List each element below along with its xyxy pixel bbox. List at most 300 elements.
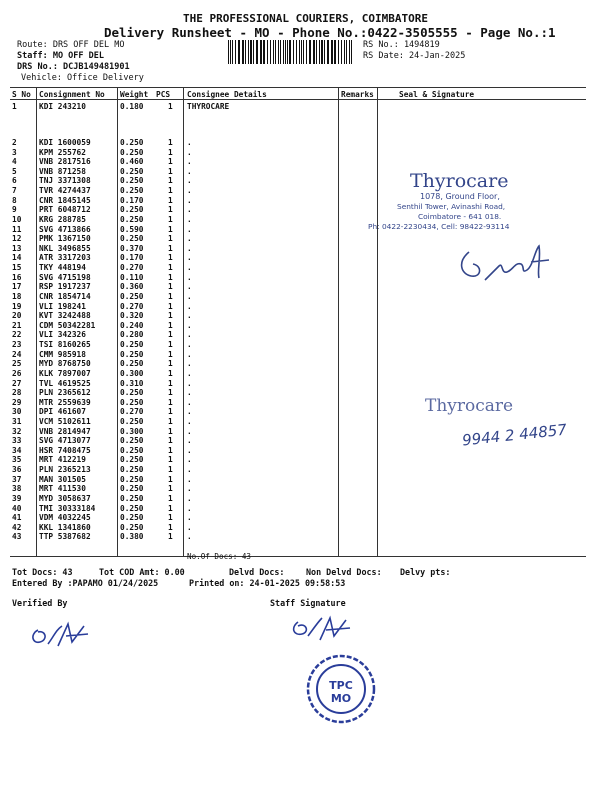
cell-wt: 0.250 (120, 359, 144, 369)
cell-con: . (187, 234, 192, 244)
cell-wt: 0.170 (120, 195, 144, 205)
cell-pcs: 1 (168, 263, 173, 273)
cell-sno: 39 (12, 493, 22, 503)
cell-con: . (187, 320, 192, 330)
cell-cno: CNR 1845145 (39, 195, 91, 205)
cell-con: . (187, 378, 192, 388)
cell-cno: VNB 2814947 (39, 426, 91, 436)
cell-con: . (187, 532, 192, 542)
table-row (10, 292, 340, 302)
cell-con: . (187, 166, 192, 176)
cell-wt: 0.240 (120, 320, 144, 330)
cell-con: . (187, 157, 192, 167)
verified-by-label: Verified By (12, 598, 68, 608)
cell-wt: 0.250 (120, 445, 144, 455)
cell-wt: 0.180 (120, 102, 144, 111)
cell-con: . (187, 397, 192, 407)
cell-cno: TVR 4274437 (39, 186, 91, 196)
stamp-address-line: 1078, Ground Floor, (420, 192, 500, 201)
cell-sno: 33 (12, 436, 22, 446)
cell-wt: 0.250 (120, 205, 144, 215)
cell-wt: 0.370 (120, 243, 144, 253)
cell-con: . (187, 455, 192, 465)
stamp-phone-line: Ph: 0422-2230434, Cell: 98422-93114 (368, 222, 510, 231)
cell-pcs: 1 (168, 243, 173, 253)
cell-wt: 0.250 (120, 234, 144, 244)
table-row (10, 176, 340, 186)
col-header-consignment: Consignment No (39, 90, 105, 99)
cell-pcs: 1 (168, 513, 173, 523)
col-header-remarks: Remarks (341, 90, 374, 99)
cell-cno: MAN 301505 (39, 474, 86, 484)
cell-cno: TTP 5387682 (39, 532, 91, 542)
rs-date: RS Date: 24-Jan-2025 (363, 51, 466, 61)
cell-pcs: 1 (168, 102, 173, 111)
cell-sno: 30 (12, 407, 22, 417)
cell-cno: VLI 198241 (39, 301, 86, 311)
cell-pcs: 1 (168, 493, 173, 503)
cell-sno: 18 (12, 291, 22, 301)
table-row (10, 369, 340, 379)
cell-pcs: 1 (168, 465, 173, 475)
table-row (10, 513, 340, 523)
cell-pcs: 1 (168, 224, 173, 234)
table-row (10, 102, 340, 112)
cell-pcs: 1 (168, 311, 173, 321)
cell-sno: 37 (12, 474, 22, 484)
table-row (10, 446, 340, 456)
cell-cno: VCM 5102611 (39, 416, 91, 426)
cell-cno: KRG 288785 (39, 214, 86, 224)
cell-sno: 43 (12, 532, 22, 542)
handwritten-phone: 9944 2 44857 (461, 420, 568, 450)
col-divider (377, 88, 378, 556)
cell-cno: TMI 30333184 (39, 503, 96, 513)
cell-cno: PLN 2365612 (39, 388, 91, 398)
cell-pcs: 1 (168, 138, 173, 147)
table-row (10, 532, 340, 542)
cell-sno: 34 (12, 445, 22, 455)
cell-wt: 0.250 (120, 388, 144, 398)
cell-sno: 8 (12, 195, 17, 205)
cell-sno: 28 (12, 388, 22, 398)
svg-text:MO: MO (330, 692, 352, 705)
cell-con: . (187, 416, 192, 426)
staff-label: Staff: MO OFF DEL (17, 51, 104, 61)
cell-wt: 0.250 (120, 522, 144, 532)
cell-wt: 0.460 (120, 157, 144, 167)
cell-pcs: 1 (168, 503, 173, 513)
table-row (10, 330, 340, 340)
col-header-weight: Weight (120, 90, 149, 99)
cell-con: . (187, 205, 192, 215)
table-row (10, 157, 340, 167)
cell-pcs: 1 (168, 359, 173, 369)
cell-con: . (187, 407, 192, 417)
cell-con: . (187, 263, 192, 273)
cell-wt: 0.270 (120, 407, 144, 417)
cell-wt: 0.250 (120, 474, 144, 484)
cell-wt: 0.250 (120, 138, 144, 147)
table-row (10, 186, 340, 196)
cell-pcs: 1 (168, 330, 173, 340)
cell-con: . (187, 330, 192, 340)
cell-wt: 0.250 (120, 436, 144, 446)
table-row (10, 138, 340, 148)
cell-con: . (187, 311, 192, 321)
table-row (10, 225, 340, 235)
staff-signature (290, 610, 360, 646)
cell-con: . (187, 340, 192, 350)
cell-sno: 5 (12, 166, 17, 176)
cell-pcs: 1 (168, 388, 173, 398)
cell-pcs: 1 (168, 436, 173, 446)
cell-con: . (187, 186, 192, 196)
vehicle-label: Vehicle: Office Delivery (21, 73, 144, 83)
tot-cod-amt: Tot COD Amt: 0.00 (99, 567, 185, 577)
cell-cno: VNB 871258 (39, 166, 86, 176)
cell-pcs: 1 (168, 474, 173, 484)
cell-con: . (187, 282, 192, 292)
cell-con: . (187, 291, 192, 301)
cell-wt: 0.250 (120, 214, 144, 224)
cell-cno: MYD 8768750 (39, 359, 91, 369)
printed-on: Printed on: 24-01-2025 09:58:53 (189, 578, 346, 588)
cell-pcs: 1 (168, 272, 173, 282)
cell-wt: 0.380 (120, 532, 144, 542)
cell-cno: KDI 1600059 (39, 138, 91, 147)
cell-cno: SVG 4715198 (39, 272, 91, 282)
table-row (10, 475, 340, 485)
cell-cno: TSI 8160265 (39, 340, 91, 350)
cell-pcs: 1 (168, 368, 173, 378)
table-row (10, 484, 340, 494)
cell-cno: MRT 412219 (39, 455, 86, 465)
cell-wt: 0.250 (120, 397, 144, 407)
cell-wt: 0.250 (120, 176, 144, 186)
cell-pcs: 1 (168, 349, 173, 359)
cell-sno: 29 (12, 397, 22, 407)
cell-cno: VDM 4032245 (39, 513, 91, 523)
cell-pcs: 1 (168, 301, 173, 311)
svg-text:TPC: TPC (329, 679, 353, 692)
cell-sno: 26 (12, 368, 22, 378)
cell-wt: 0.250 (120, 513, 144, 523)
table-row (10, 494, 340, 504)
cell-pcs: 1 (168, 320, 173, 330)
cell-sno: 9 (12, 205, 17, 215)
table-row (10, 388, 340, 398)
table-row (10, 244, 340, 254)
cell-wt: 0.320 (120, 311, 144, 321)
cell-sno: 41 (12, 513, 22, 523)
cell-cno: CMM 985918 (39, 349, 86, 359)
cell-pcs: 1 (168, 157, 173, 167)
table-row (10, 148, 340, 158)
cell-sno: 22 (12, 330, 22, 340)
table-row (10, 253, 340, 263)
table-row (10, 167, 340, 177)
cell-sno: 17 (12, 282, 22, 292)
table-row (10, 379, 340, 389)
cell-con: . (187, 522, 192, 532)
cell-wt: 0.360 (120, 282, 144, 292)
cell-wt: 0.250 (120, 349, 144, 359)
table-row (10, 263, 340, 273)
drs-number: DRS No.: DCJB149481901 (17, 62, 130, 72)
cell-con: . (187, 176, 192, 186)
cell-wt: 0.170 (120, 253, 144, 263)
cell-pcs: 1 (168, 282, 173, 292)
table-row (10, 196, 340, 206)
cell-con: . (187, 465, 192, 475)
cell-sno: 4 (12, 157, 17, 167)
cell-con: . (187, 388, 192, 398)
cell-wt: 0.300 (120, 368, 144, 378)
cell-pcs: 1 (168, 445, 173, 455)
cell-con: . (187, 243, 192, 253)
thyrocare-stamp-logo-faded: Thyrocare (425, 396, 514, 416)
cell-wt: 0.250 (120, 416, 144, 426)
stamp-address-line: Senthil Tower, Avinashi Road, (397, 202, 506, 211)
delvy-pts: Delvy pts: (400, 567, 451, 577)
cell-con: . (187, 224, 192, 234)
cell-sno: 1 (12, 102, 17, 111)
col-header-pcs: PCS (156, 90, 171, 99)
cell-con: THYROCARE (187, 102, 230, 111)
cell-sno: 14 (12, 253, 22, 263)
cell-con: . (187, 138, 192, 147)
cell-sno: 10 (12, 214, 22, 224)
cell-cno: KPM 255762 (39, 147, 86, 157)
cell-wt: 0.250 (120, 186, 144, 196)
cell-cno: RSP 1917237 (39, 282, 91, 292)
runsheet-title: Delivery Runsheet - MO - Phone No.:0422-3505555 - Page No.:1 (104, 25, 556, 40)
cell-con: . (187, 253, 192, 263)
handwritten-signature (455, 240, 565, 290)
cell-cno: KVT 3242488 (39, 311, 91, 321)
table-row (10, 340, 340, 350)
cell-cno: CNR 1854714 (39, 291, 91, 301)
cell-cno: PMK 1367150 (39, 234, 91, 244)
tpc-mo-seal (304, 652, 378, 726)
cell-sno: 3 (12, 147, 17, 157)
cell-con: . (187, 349, 192, 359)
table-row (10, 504, 340, 514)
cell-sno: 7 (12, 186, 17, 196)
table-row (10, 321, 340, 331)
cell-con: . (187, 147, 192, 157)
cell-wt: 0.270 (120, 301, 144, 311)
cell-cno: SVG 4713077 (39, 436, 91, 446)
non-delvd-docs: Non Delvd Docs: (306, 567, 382, 577)
cell-wt: 0.250 (120, 147, 144, 157)
cell-cno: MYD 3058637 (39, 493, 91, 503)
cell-cno: KDI 243210 (39, 102, 86, 111)
rs-number: RS No.: 1494819 (363, 40, 440, 50)
cell-pcs: 1 (168, 214, 173, 224)
table-row (10, 465, 340, 475)
cell-con: . (187, 195, 192, 205)
cell-pcs: 1 (168, 455, 173, 465)
barcode (228, 40, 356, 66)
col-header-seal: Seal & Signature (399, 90, 475, 99)
cell-pcs: 1 (168, 484, 173, 494)
cell-sno: 42 (12, 522, 22, 532)
cell-con: . (187, 214, 192, 224)
cell-pcs: 1 (168, 426, 173, 436)
cell-wt: 0.250 (120, 291, 144, 301)
cell-wt: 0.250 (120, 166, 144, 176)
stamp-address-line: Coimbatore - 641 018. (418, 212, 502, 221)
tot-docs: Tot Docs: 43 (12, 567, 73, 577)
staff-signature-label: Staff Signature (270, 598, 346, 608)
cell-pcs: 1 (168, 340, 173, 350)
cell-sno: 16 (12, 272, 22, 282)
cell-pcs: 1 (168, 253, 173, 263)
cell-con: . (187, 503, 192, 513)
table-row (10, 427, 340, 437)
table-row (10, 359, 340, 369)
cell-sno: 20 (12, 311, 22, 321)
cell-pcs: 1 (168, 291, 173, 301)
table-row (10, 302, 340, 312)
table-row (10, 311, 340, 321)
table-row (10, 205, 340, 215)
thyrocare-stamp-logo: Thyrocare (410, 170, 509, 192)
cell-cno: VLI 342326 (39, 330, 86, 340)
route-label: Route: DRS OFF DEL MO (17, 40, 125, 50)
cell-sno: 36 (12, 465, 22, 475)
cell-sno: 32 (12, 426, 22, 436)
cell-pcs: 1 (168, 147, 173, 157)
cell-pcs: 1 (168, 407, 173, 417)
cell-pcs: 1 (168, 378, 173, 388)
cell-sno: 23 (12, 340, 22, 350)
cell-pcs: 1 (168, 195, 173, 205)
cell-pcs: 1 (168, 522, 173, 532)
cell-cno: KLK 7897007 (39, 368, 91, 378)
cell-con: . (187, 474, 192, 484)
cell-pcs: 1 (168, 186, 173, 196)
cell-cno: DPI 461607 (39, 407, 86, 417)
cell-cno: KKL 1341860 (39, 522, 91, 532)
cell-pcs: 1 (168, 532, 173, 542)
cell-con: . (187, 436, 192, 446)
table-row (10, 417, 340, 427)
cell-pcs: 1 (168, 234, 173, 244)
cell-sno: 38 (12, 484, 22, 494)
table-row (10, 350, 340, 360)
cell-cno: TVL 4619525 (39, 378, 91, 388)
company-name: THE PROFESSIONAL COURIERS, COIMBATORE (183, 12, 429, 25)
cell-wt: 0.250 (120, 340, 144, 350)
cell-cno: CDM 50342281 (39, 320, 96, 330)
cell-con: . (187, 368, 192, 378)
cell-cno: HSR 7408475 (39, 445, 91, 455)
header-rule (10, 99, 586, 100)
cell-sno: 13 (12, 243, 22, 253)
cell-sno: 40 (12, 503, 22, 513)
cell-pcs: 1 (168, 166, 173, 176)
cell-sno: 31 (12, 416, 22, 426)
cell-con: . (187, 272, 192, 282)
table-row (10, 436, 340, 446)
cell-con: . (187, 301, 192, 311)
verified-signature (28, 616, 98, 652)
cell-wt: 0.310 (120, 378, 144, 388)
table-row (10, 215, 340, 225)
cell-pcs: 1 (168, 397, 173, 407)
cell-sno: 19 (12, 301, 22, 311)
table-row (10, 455, 340, 465)
cell-cno: MTR 2559639 (39, 397, 91, 407)
cell-wt: 0.300 (120, 426, 144, 436)
cell-sno: 21 (12, 320, 22, 330)
table-row (10, 273, 340, 283)
cell-sno: 15 (12, 263, 22, 273)
cell-cno: PRT 6048712 (39, 205, 91, 215)
cell-cno: SVG 4713866 (39, 224, 91, 234)
cell-sno: 24 (12, 349, 22, 359)
cell-cno: TNJ 3371308 (39, 176, 91, 186)
cell-cno: PLN 2365213 (39, 465, 91, 475)
cell-cno: VNB 2817516 (39, 157, 91, 167)
cell-con: . (187, 493, 192, 503)
cell-sno: 25 (12, 359, 22, 369)
cell-sno: 2 (12, 138, 17, 147)
cell-con: . (187, 513, 192, 523)
col-header-sno: S No (12, 90, 31, 99)
table-row (10, 523, 340, 533)
cell-cno: ATR 3317203 (39, 253, 91, 263)
cell-con: . (187, 484, 192, 494)
cell-con: . (187, 359, 192, 369)
cell-pcs: 1 (168, 416, 173, 426)
table-row (10, 398, 340, 408)
table-row (10, 407, 340, 417)
runsheet-table (10, 87, 586, 561)
cell-wt: 0.250 (120, 455, 144, 465)
cell-con: . (187, 426, 192, 436)
cell-sno: 12 (12, 234, 22, 244)
table-row (10, 234, 340, 244)
entered-by: Entered By :PAPAMO 01/24/2025 (12, 578, 159, 588)
table-row (10, 282, 340, 292)
cell-cno: TKY 448194 (39, 263, 86, 273)
cell-wt: 0.270 (120, 263, 144, 273)
cell-sno: 27 (12, 378, 22, 388)
cell-wt: 0.250 (120, 465, 144, 475)
cell-wt: 0.250 (120, 484, 144, 494)
cell-pcs: 1 (168, 205, 173, 215)
cell-cno: NKL 3496855 (39, 243, 91, 253)
col-header-consignee: Consignee Details (187, 90, 267, 99)
cell-cno: MRT 411530 (39, 484, 86, 494)
cell-wt: 0.280 (120, 330, 144, 340)
delvd-docs: Delvd Docs: (229, 567, 285, 577)
cell-wt: 0.250 (120, 503, 144, 513)
cell-pcs: 1 (168, 176, 173, 186)
cell-wt: 0.250 (120, 493, 144, 503)
cell-wt: 0.110 (120, 272, 144, 282)
cell-sno: 11 (12, 224, 22, 234)
cell-con: . (187, 445, 192, 455)
cell-wt: 0.590 (120, 224, 144, 234)
no-of-docs: No.Of Docs: 43 (187, 552, 252, 561)
cell-sno: 35 (12, 455, 22, 465)
cell-sno: 6 (12, 176, 17, 186)
